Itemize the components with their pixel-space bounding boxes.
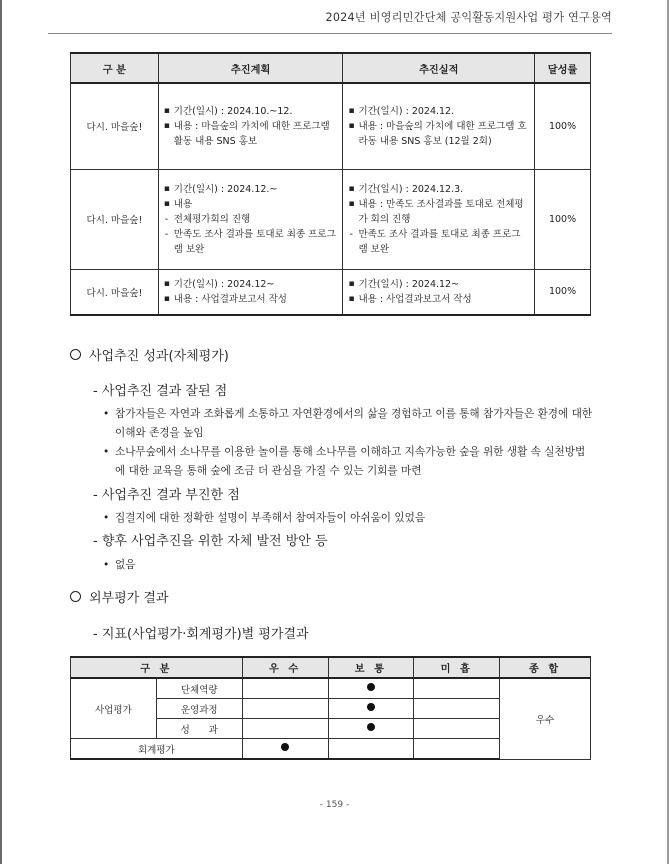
cell-excellent bbox=[242, 739, 328, 760]
header-rate: 달성률 bbox=[535, 53, 591, 83]
bullet-icon: • bbox=[103, 559, 110, 571]
selected-mark-icon bbox=[367, 723, 375, 731]
eval-item-label: 성 과 bbox=[156, 719, 242, 739]
header-category: 구 분 bbox=[71, 53, 159, 83]
row-category: 다시. 마을숲! bbox=[71, 169, 159, 269]
list-item: ▪ 기간(일시) : 2024.12. bbox=[348, 104, 529, 119]
result-list bbox=[348, 182, 529, 257]
row-rate: 100% bbox=[535, 169, 591, 269]
list-item: ▪ 기간(일시) : 2024.12~ bbox=[348, 277, 529, 292]
header-plan: 추진계획 bbox=[158, 53, 343, 83]
subheading-development-plan: - 향후 사업추진을 위한 자체 발전 방안 등 bbox=[93, 534, 328, 549]
cell-poor bbox=[414, 678, 500, 699]
eval-header-normal: 보 통 bbox=[328, 657, 414, 678]
list-item: ▪ 내용 : 마을숲의 가치에 대한 프로그램 호라동 내용 SNS 홍보 (12월 2회) bbox=[348, 119, 529, 149]
table-row bbox=[71, 678, 591, 699]
eval-accounting-label: 회계평가 bbox=[71, 739, 243, 760]
list-item: ▪ 기간(일시) : 2024.12.3. bbox=[348, 182, 529, 197]
cell-normal bbox=[328, 739, 414, 760]
cell-poor bbox=[414, 739, 500, 760]
list-item: ▪ 내용 bbox=[164, 197, 338, 212]
bullet-icon: • bbox=[103, 512, 110, 524]
result-list bbox=[348, 104, 529, 149]
list-item: - 전체평가회의 진행 bbox=[164, 212, 338, 227]
list-item: ▪ 내용 : 만족도 조사결과를 토대로 전체평가 회의 진행 bbox=[348, 197, 529, 227]
row-rate: 100% bbox=[535, 269, 591, 315]
plan-list bbox=[164, 277, 338, 307]
list-item: • 소나무숲에서 소나무를 이용한 놀이를 통해 소나무를 이해하고 지속가능한 숲을 위한 생활 속 실천방법에 대한 교육을 통해 숲에 조금 더 관심을 가질 수 있는 기회를 마련 bbox=[103, 443, 593, 481]
list-item: • 참가자들은 자연과 조화롭게 소통하고 자연환경에서의 삶을 경험하고 이를 통해 참가자들은 환경에 대한 이해와 존경을 높임 bbox=[103, 405, 593, 443]
bullet-icon: • bbox=[103, 446, 110, 458]
eval-table-header-row bbox=[71, 657, 591, 678]
running-header: 2024년 비영리민간단체 공익활동지원사업 평가 연구용역 bbox=[325, 11, 612, 24]
list-item: ▪ 기간(일시) : 2024.12.~ bbox=[164, 182, 338, 197]
eval-header-excellent: 우 수 bbox=[242, 657, 328, 678]
cell-normal bbox=[328, 678, 414, 699]
hollow-circle-icon bbox=[70, 349, 81, 360]
row-result-cell bbox=[343, 269, 535, 315]
selected-mark-icon bbox=[281, 743, 289, 751]
cell-poor bbox=[414, 699, 500, 719]
row-result-cell bbox=[343, 83, 535, 169]
section-external-evaluation bbox=[70, 587, 168, 606]
row-rate: 100% bbox=[535, 83, 591, 169]
cell-excellent bbox=[242, 678, 328, 699]
cell-normal bbox=[328, 719, 414, 739]
header-rule bbox=[48, 33, 612, 34]
eval-header-category: 구 분 bbox=[71, 657, 243, 678]
row-plan-cell bbox=[158, 83, 343, 169]
eval-group-label: 사업평가 bbox=[71, 678, 157, 739]
section-title: 외부평가 결과 bbox=[89, 591, 169, 606]
row-category: 다시. 마을숲! bbox=[71, 83, 159, 169]
list-item: ▪ 내용 : 마을숲의 가치에 대한 프로그램 활동 내용 SNS 홍보 bbox=[164, 119, 338, 149]
table-row bbox=[71, 169, 591, 269]
section-self-evaluation bbox=[70, 345, 229, 364]
eval-overall-value: 우수 bbox=[500, 678, 591, 759]
eval-item-label: 단체역량 bbox=[156, 678, 242, 699]
selected-mark-icon bbox=[367, 703, 375, 711]
plan-table-header-row bbox=[71, 53, 591, 83]
cell-poor bbox=[414, 719, 500, 739]
subheading-weak-points: - 사업추진 결과 부진한 점 bbox=[93, 488, 240, 503]
list-item: - 만족도 조사 결과를 토대로 최종 프로그램 보완 bbox=[164, 227, 338, 257]
bullet-icon: • bbox=[103, 408, 110, 420]
page-number: - 159 - bbox=[319, 800, 350, 810]
table-row bbox=[71, 269, 591, 315]
plan-list bbox=[164, 182, 338, 257]
eval-item-label: 운영과정 bbox=[156, 699, 242, 719]
list-item: ▪ 기간(일시) : 2024.10.~12. bbox=[164, 104, 338, 119]
row-result-cell bbox=[343, 169, 535, 269]
page-frame-left bbox=[0, 0, 2, 864]
row-plan-cell bbox=[158, 269, 343, 315]
section-title: 사업추진 성과(자체평가) bbox=[89, 349, 229, 364]
list-item: • 없음 bbox=[103, 556, 593, 575]
subheading-indicator-results: - 지표(사업평가·회계평가)별 평가결과 bbox=[93, 627, 309, 642]
eval-header-overall: 종 합 bbox=[500, 657, 591, 678]
plan-list bbox=[164, 104, 338, 149]
table-row bbox=[71, 83, 591, 169]
header-result: 추진실적 bbox=[343, 53, 535, 83]
cell-normal bbox=[328, 699, 414, 719]
row-plan-cell bbox=[158, 169, 343, 269]
eval-header-poor: 미 흡 bbox=[414, 657, 500, 678]
cell-excellent bbox=[242, 719, 328, 739]
list-item: ▪ 내용 : 사업결과보고서 작성 bbox=[348, 292, 529, 307]
cell-excellent bbox=[242, 699, 328, 719]
list-item: - 만족도 조사 결과를 토대로 최종 프로그램 보완 bbox=[348, 227, 529, 257]
subheading-good-points: - 사업추진 결과 잘된 점 bbox=[93, 384, 228, 399]
result-list bbox=[348, 277, 529, 307]
list-item: ▪ 기간(일시) : 2024.12~ bbox=[164, 277, 338, 292]
row-category: 다시. 마을숲! bbox=[71, 269, 159, 315]
list-item: ▪ 내용 : 사업결과보고서 작성 bbox=[164, 292, 338, 307]
hollow-circle-icon bbox=[70, 591, 81, 602]
plan-table bbox=[70, 52, 591, 316]
selected-mark-icon bbox=[367, 683, 375, 691]
list-item: • 집결지에 대한 정확한 설명이 부족해서 참여자들이 아쉬움이 있었음 bbox=[103, 509, 593, 528]
evaluation-table bbox=[70, 656, 591, 760]
